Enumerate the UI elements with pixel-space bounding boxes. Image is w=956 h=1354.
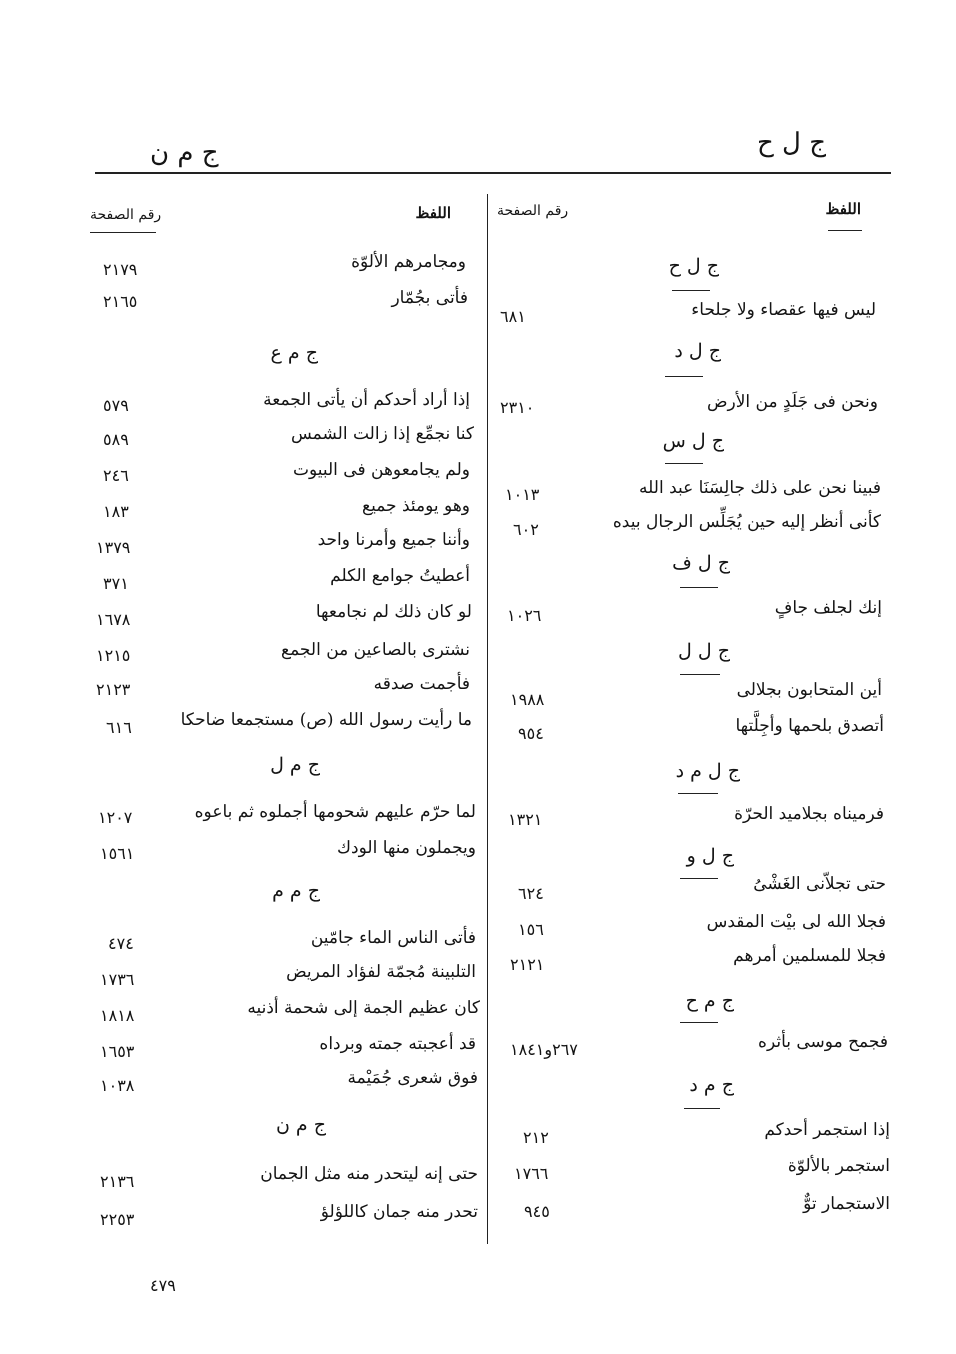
entry-text: الاستجمار توٌّ xyxy=(803,1194,890,1214)
entry-text: لما حرّم عليهم شحومها أجملوه ثم باعوه xyxy=(194,802,476,822)
entry-page: ٢١٦٥ xyxy=(103,292,138,311)
entry-text: فأتى الناس الماء جامّين xyxy=(310,928,476,948)
word-header-right: اللفظ xyxy=(825,200,861,218)
entry-text: إذا استجمر أحدكم xyxy=(764,1120,890,1140)
entry-text: أتصدق بلحمها وأجِلَّتها xyxy=(735,716,884,736)
running-head-left: ج م ن xyxy=(150,138,219,168)
entry-text: فأتى بجُمّار xyxy=(391,288,468,308)
entry-text: كأنى أنظر إليه حين يُجَلِّس الرجال بيده xyxy=(612,512,881,532)
entry-page: ١٠٢٦ xyxy=(507,606,542,625)
root-heading: ج م م xyxy=(272,880,320,902)
entry-page: ٩٤٥ xyxy=(524,1202,550,1221)
entry-page: ٢١٧٩ xyxy=(103,260,138,279)
entry-text: إذا أراد أحدكم أن يأتى الجمعة xyxy=(263,390,470,410)
entry-page: ٥٨٩ xyxy=(103,430,129,449)
entry-page: ١٥٦ xyxy=(518,920,544,939)
entry-text: ومجامرهم الألوّة xyxy=(351,252,466,272)
entry-page: ٦٢٤ xyxy=(518,884,544,903)
root-heading: ج م ن xyxy=(275,1114,326,1136)
running-head-right: ج ل ح xyxy=(757,128,826,158)
entry-page: ١٠٣٨ xyxy=(100,1076,135,1095)
entry-text: نشترى بالصاعين من الجمع xyxy=(281,640,470,660)
page-number: ٤٧٩ xyxy=(150,1276,176,1295)
root-heading: ج ل س xyxy=(662,430,724,452)
page-header-right: رقم الصفحة xyxy=(497,203,569,219)
root-heading: ج ل و xyxy=(686,845,734,867)
entry-page: ١٦٥٣ xyxy=(100,1042,135,1061)
entry-page: ٩٥٤ xyxy=(518,724,544,743)
entry-text: كان عظيم الجمة إلى شحمة أذنيه xyxy=(247,998,480,1018)
root-heading: ج ل ح xyxy=(668,255,719,277)
entry-page: ٤٧٤ xyxy=(108,934,134,953)
root-heading: ج ل م د xyxy=(675,760,740,782)
entry-text: حتى تجلاّنى الغَشْىُ xyxy=(753,874,886,894)
word-header-left: اللفظ xyxy=(415,204,451,222)
page-header-left: رقم الصفحة xyxy=(90,207,162,223)
entry-page: ٦١٦ xyxy=(106,718,132,737)
root-heading: ج م ل xyxy=(270,754,320,776)
entry-text: ويجملون منها الودك xyxy=(337,838,476,858)
entry-page: ١٧٣٦ xyxy=(100,970,135,989)
entry-page: ١٧٦٦ xyxy=(514,1164,549,1183)
entry-text: أعطيتُ جوامع الكلم xyxy=(330,566,470,586)
entry-page: ١٩٨٨ xyxy=(510,690,545,709)
root-heading: ج ل ل xyxy=(678,640,730,662)
entry-text: فجلا الله لى بيْت المقدس xyxy=(706,912,886,932)
column-divider xyxy=(487,194,488,1244)
entry-text: قد أعجبته جمته وبرداه xyxy=(319,1034,476,1054)
entry-text: لو كان ذلك لم نجامعها xyxy=(315,602,472,622)
entry-page: ١٦٧٨ xyxy=(96,610,131,629)
entry-page: ٦٨١ xyxy=(500,307,526,326)
entry-text: إنك لجلف جافٍ xyxy=(774,598,882,618)
entry-page: ٥٧٩ xyxy=(103,396,129,415)
entry-text: وهو يومئذ جميع xyxy=(362,496,470,516)
entry-page: ١٥٦١ xyxy=(100,844,135,863)
entry-page: ٦٠٢ xyxy=(513,520,539,539)
entry-page: ٢١٢١ xyxy=(510,955,545,974)
entry-page: ١٨١٨ xyxy=(100,1006,135,1025)
entry-text: فجمح موسى بأثره xyxy=(758,1032,888,1052)
root-heading: ج ل ف xyxy=(672,552,730,574)
root-heading: ج ل د xyxy=(674,340,721,362)
entry-text: فوق شعرى جُمَيْمة xyxy=(347,1068,478,1088)
entry-text: التلبينة مُجمّة لفؤاد المريض xyxy=(286,962,476,982)
entry-text: فأجمت صدقه xyxy=(373,674,470,694)
entry-text: ونحن فى جَلَدٍ من الأرض xyxy=(706,392,878,412)
entry-text: أين المتحابون بجلالى xyxy=(736,680,882,700)
entry-text: ولم يجامعوهن فى البيوت xyxy=(292,460,470,480)
entry-page: ١٣٢١ xyxy=(508,810,543,829)
entry-text: وأننا جميع وأمرنا واحد xyxy=(317,530,470,550)
entry-page: ١٨٣ xyxy=(103,502,129,521)
entry-text: استجمر بالألوّة xyxy=(787,1156,890,1176)
entry-page: ١٢٠٧ xyxy=(98,808,133,827)
entry-text: فجلا للمسلمين أمرهم xyxy=(733,946,886,966)
entry-page: ٢٤٦ xyxy=(103,466,129,485)
root-heading: ج م ح xyxy=(685,990,734,1012)
entry-page: ٢١٢٣ xyxy=(96,680,131,699)
entry-page: ١٠١٣ xyxy=(505,485,540,504)
entry-text: ليس فيها عقصاء ولا جلحاء xyxy=(691,300,876,320)
entry-page: ١٢١٥ xyxy=(96,646,131,665)
entry-page: ٢٦٧و١٨٤١ xyxy=(510,1040,578,1059)
entry-text: ما رأيت رسول الله (ص) مستجمعا ضاحكا xyxy=(180,710,472,730)
root-heading: ج م د xyxy=(689,1074,734,1096)
entry-text: كنا نجمِّع إذا زالت الشمس xyxy=(291,424,474,444)
entry-page: ٢٢٥٣ xyxy=(100,1210,135,1229)
entry-text: فرميناه بجلاميد الحرّة xyxy=(734,804,884,824)
root-heading: ج م ع xyxy=(270,342,318,364)
entry-page: ٣٧١ xyxy=(103,574,129,593)
entry-page: ١٣٧٩ xyxy=(96,538,131,557)
entry-text: تحدر منه جمان كاللؤلؤ xyxy=(320,1202,478,1222)
entry-text: حتى إنه ليتحدر منه مثل الجمان xyxy=(260,1164,478,1184)
entry-text: فبينا نحن على ذلك جالِسَنَا عبد الله xyxy=(639,478,881,498)
entry-page: ٢٣١٠ xyxy=(500,398,535,417)
entry-page: ٢١٢ xyxy=(523,1128,549,1147)
header-rule xyxy=(95,172,891,174)
entry-page: ٢١٣٦ xyxy=(100,1172,135,1191)
